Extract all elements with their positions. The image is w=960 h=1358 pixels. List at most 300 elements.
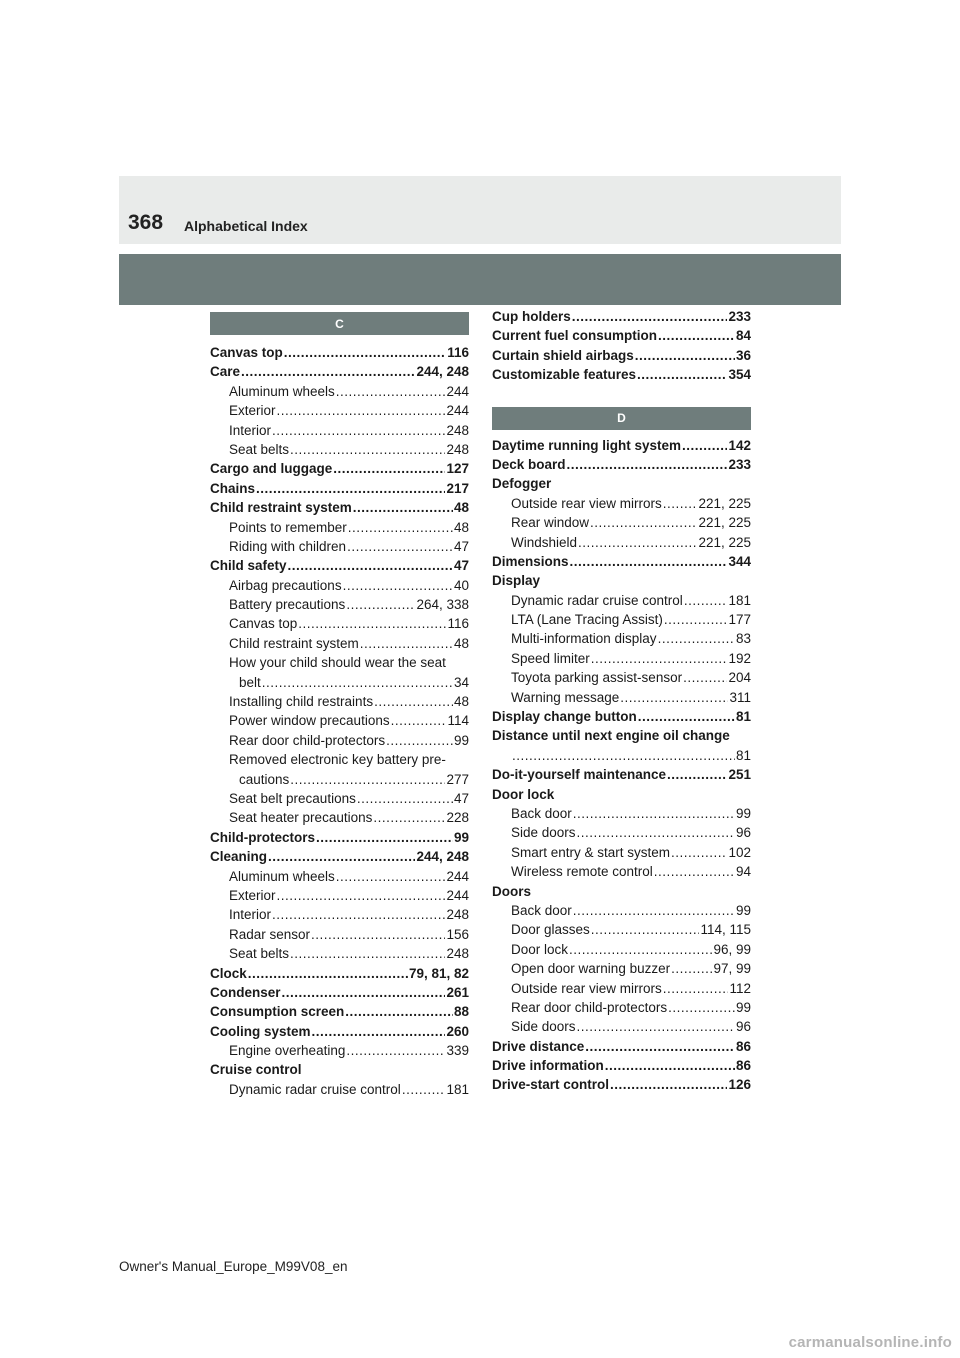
leader-dots <box>374 692 453 711</box>
index-entry <box>492 746 751 765</box>
entry-text: Drive information <box>492 1058 604 1074</box>
leader-dots <box>683 668 727 687</box>
leader-dots <box>663 979 729 998</box>
entry-page-ref: 244 <box>446 383 469 399</box>
leader-dots <box>638 707 735 726</box>
index-entry <box>210 983 469 1002</box>
index-entry <box>492 346 751 365</box>
entry-text: Dimensions <box>492 553 569 569</box>
page-number: 368 <box>128 211 164 234</box>
entry-page-ref: 94 <box>735 864 751 880</box>
index-entry <box>492 307 751 326</box>
leader-dots <box>373 808 445 827</box>
entry-page-ref: 112 <box>729 980 751 996</box>
entry-text: Canvas top <box>210 345 283 360</box>
entry-text: Points to remember <box>229 519 347 535</box>
index-entry <box>492 998 751 1017</box>
index-entry <box>210 498 469 517</box>
leader-dots <box>671 843 727 862</box>
leader-dots <box>312 1022 446 1041</box>
index-entry <box>210 440 469 459</box>
index-entry <box>210 1041 469 1060</box>
entry-page-ref: 244 <box>446 887 469 903</box>
leader-dots <box>348 518 453 537</box>
index-entry <box>210 847 469 866</box>
entry-text: Side doors <box>511 1019 576 1035</box>
leader-dots <box>667 765 727 784</box>
entry-text: Side doors <box>511 825 576 841</box>
leader-dots <box>573 804 735 823</box>
index-entry <box>492 765 751 784</box>
leader-dots <box>637 365 727 384</box>
leader-dots <box>682 436 727 455</box>
entry-text: Consumption screen <box>210 1004 345 1020</box>
entry-text: Aluminum wheels <box>229 383 335 399</box>
entry-text: Smart entry & start system <box>511 844 671 860</box>
entry-text: Customizable features <box>492 367 637 383</box>
entry-text: Seat belts <box>229 441 290 457</box>
leader-dots <box>241 362 415 381</box>
entry-page-ref: 48 <box>453 519 469 535</box>
entry-text: Child safety <box>210 558 287 574</box>
entry-text: Drive distance <box>492 1038 585 1054</box>
index-entry <box>210 673 469 692</box>
section-title: Alphabetical Index <box>184 218 308 234</box>
entry-text: Door lock <box>492 786 555 802</box>
leader-dots <box>316 828 453 847</box>
index-entry <box>210 634 469 653</box>
leader-dots <box>277 886 446 905</box>
leader-dots <box>360 634 453 653</box>
entry-page-ref: 248 <box>446 907 469 923</box>
entry-text: Multi-information display <box>511 631 657 647</box>
right-entry-list-c <box>492 307 751 385</box>
entry-text: Removed electronic key battery pre- <box>229 752 446 768</box>
leader-dots <box>333 459 445 478</box>
entry-page-ref: 244 <box>446 868 469 884</box>
entry-page-ref: 264, 338 <box>416 597 469 613</box>
entry-text: belt <box>239 674 261 690</box>
leader-dots <box>346 1041 445 1060</box>
index-entry <box>210 1002 469 1021</box>
index-entry <box>492 920 751 939</box>
entry-text: How your child should wear the seat <box>229 655 446 671</box>
index-entry <box>210 382 469 401</box>
entry-text: Defogger <box>492 476 552 492</box>
entry-page-ref: 96 <box>735 825 751 841</box>
index-entry <box>210 944 469 963</box>
leader-dots <box>591 920 700 939</box>
entry-page-ref: 344 <box>728 553 751 569</box>
index-entry <box>210 595 469 614</box>
entry-text: Exterior <box>229 887 276 903</box>
index-entry <box>492 862 751 881</box>
entry-text: Back door <box>511 902 572 918</box>
entry-text: Care <box>210 364 241 380</box>
leader-dots <box>248 964 408 983</box>
index-entry <box>492 513 751 532</box>
entry-page-ref: 102 <box>728 844 751 860</box>
index-entry <box>492 688 751 707</box>
index-entry <box>492 882 751 901</box>
index-entry <box>492 1056 751 1075</box>
index-entry <box>210 789 469 808</box>
entry-page-ref: 248 <box>446 422 469 438</box>
entry-text: Cup holders <box>492 309 571 324</box>
leader-dots <box>590 513 697 532</box>
entry-page-ref: 48 <box>453 694 469 710</box>
index-entry <box>492 474 751 493</box>
entry-page-ref: 47 <box>453 558 469 574</box>
entry-page-ref: 251 <box>728 767 751 783</box>
entry-page-ref: 81 <box>735 709 751 725</box>
index-entry <box>492 785 751 804</box>
entry-page-ref: 221, 225 <box>698 515 751 531</box>
leader-dots <box>311 925 445 944</box>
leader-dots <box>567 455 728 474</box>
entry-text: Open door warning buzzer <box>511 961 671 977</box>
index-entry <box>492 610 751 629</box>
entry-text: cautions <box>239 771 290 787</box>
entry-text: Display change button <box>492 709 637 725</box>
index-entry <box>492 494 751 513</box>
leader-dots <box>658 629 735 648</box>
entry-text: Toyota parking assist-sensor <box>511 670 683 686</box>
index-entry <box>210 362 469 381</box>
entry-text: Cargo and luggage <box>210 461 333 477</box>
entry-text: Door glasses <box>511 922 590 938</box>
index-entry <box>210 421 469 440</box>
entry-text: Airbag precautions <box>229 577 342 593</box>
entry-page-ref: 260 <box>446 1023 469 1039</box>
entry-page-ref: 181 <box>728 592 751 608</box>
entry-text: Speed limiter <box>511 650 590 666</box>
entry-text: Current fuel consumption <box>492 328 657 344</box>
entry-text: Doors <box>492 883 532 899</box>
entry-page-ref: 339 <box>446 1043 469 1059</box>
entry-text: Display <box>492 573 541 589</box>
index-entry <box>210 614 469 633</box>
entry-page-ref: 99 <box>735 805 751 821</box>
entry-page-ref: 88 <box>453 1004 469 1020</box>
entry-page-ref: 48 <box>453 635 469 651</box>
entry-page-ref: 86 <box>735 1058 751 1074</box>
entry-page-ref: 204 <box>728 670 751 686</box>
index-entry <box>210 808 469 827</box>
index-entry <box>492 823 751 842</box>
leader-dots <box>605 1056 735 1075</box>
entry-text: Power window precautions <box>229 713 390 729</box>
index-entry <box>210 692 469 711</box>
entry-text: Child restraint system <box>229 635 359 651</box>
entry-text: Curtain shield airbags <box>492 347 634 363</box>
leader-dots <box>569 940 712 959</box>
entry-page-ref: 233 <box>728 456 751 472</box>
entry-page-ref: 261 <box>446 984 469 1000</box>
leader-dots <box>620 688 728 707</box>
index-entry <box>492 940 751 959</box>
entry-text: Wireless remote control <box>511 864 653 880</box>
leader-dots <box>345 1002 453 1021</box>
index-entry <box>492 668 751 687</box>
leader-dots <box>298 614 446 633</box>
index-entry <box>210 1022 469 1041</box>
entry-page-ref: 116 <box>447 616 469 632</box>
leader-dots <box>572 307 728 326</box>
leader-dots <box>282 983 446 1002</box>
index-entry <box>210 925 469 944</box>
index-entry <box>210 459 469 478</box>
entry-text: Deck board <box>492 456 566 472</box>
index-entry <box>210 1060 469 1079</box>
index-entry <box>210 770 469 789</box>
entry-page-ref: 40 <box>453 577 469 593</box>
index-entry <box>210 576 469 595</box>
entry-text: Clock <box>210 965 247 981</box>
index-entry <box>492 533 751 552</box>
leader-dots <box>635 346 735 365</box>
index-entry <box>210 479 469 498</box>
index-entry <box>210 964 469 983</box>
entry-page-ref: 233 <box>728 309 751 324</box>
entry-text: Aluminum wheels <box>229 868 335 884</box>
entry-page-ref: 221, 225 <box>698 495 751 511</box>
index-entry <box>210 750 469 769</box>
leader-dots <box>684 591 728 610</box>
index-entry <box>492 591 751 610</box>
entry-text: Outside rear view mirrors <box>511 495 662 511</box>
entry-text: Condenser <box>210 984 281 1000</box>
leader-dots <box>336 867 446 886</box>
index-entry <box>210 343 469 362</box>
entry-text: Windshield <box>511 534 578 550</box>
watermark: carmanualsonline.info <box>788 1334 952 1351</box>
leader-dots <box>577 1017 735 1036</box>
entry-page-ref: 192 <box>728 650 751 666</box>
right-index-column <box>492 307 751 1095</box>
index-entry <box>210 518 469 537</box>
index-entry <box>492 726 751 745</box>
letter-heading-c: C <box>210 312 469 335</box>
entry-page-ref: 99 <box>453 732 469 748</box>
entry-text: Interior <box>229 907 272 923</box>
entry-text: Exterior <box>229 403 276 419</box>
leader-dots <box>284 343 446 362</box>
entry-text: Back door <box>511 805 572 821</box>
entry-page-ref: 99 <box>735 902 751 918</box>
entry-text: Radar sensor <box>229 926 311 942</box>
leader-dots <box>512 746 735 765</box>
entry-text: Child restraint system <box>210 500 352 516</box>
entry-text: Battery precautions <box>229 597 346 613</box>
footer-manual-id: Owner's Manual_Europe_M99V08_en <box>119 1259 348 1274</box>
leader-dots <box>290 944 445 963</box>
entry-page-ref: 114 <box>447 713 469 729</box>
index-entry <box>210 867 469 886</box>
title-band <box>119 254 841 305</box>
entry-page-ref: 354 <box>728 367 751 383</box>
right-entry-list-d <box>492 436 751 1095</box>
entry-page-ref: 99 <box>453 829 469 845</box>
leader-dots <box>591 649 728 668</box>
entry-page-ref: 244 <box>446 403 469 419</box>
entry-text: Do-it-yourself maintenance <box>492 767 667 783</box>
entry-text: Child-protectors <box>210 829 316 845</box>
entry-page-ref: 126 <box>728 1077 751 1093</box>
entry-text: Door lock <box>511 941 569 957</box>
index-entry <box>210 828 469 847</box>
leader-dots <box>357 789 453 808</box>
leader-dots <box>277 401 446 420</box>
leader-dots <box>391 711 447 730</box>
entry-text: Seat heater precautions <box>229 810 373 826</box>
entry-text: Distance until next engine oil change <box>492 728 730 744</box>
entry-page-ref: 79, 81, 82 <box>408 965 469 981</box>
entry-text: Installing child restraints <box>229 694 374 710</box>
index-entry <box>492 629 751 648</box>
entry-page-ref: 34 <box>453 674 469 690</box>
leader-dots <box>570 552 728 571</box>
entry-page-ref: 97, 99 <box>713 961 751 977</box>
entry-page-ref: 114, 115 <box>700 922 751 938</box>
leader-dots <box>573 901 735 920</box>
index-entry <box>492 326 751 345</box>
index-entry <box>210 401 469 420</box>
index-entry <box>492 804 751 823</box>
entry-page-ref: 177 <box>728 612 751 628</box>
entry-page-ref: 248 <box>446 441 469 457</box>
entry-page-ref: 96, 99 <box>713 941 751 957</box>
entry-page-ref: 181 <box>446 1081 469 1097</box>
leader-dots <box>671 959 712 978</box>
entry-page-ref: 83 <box>735 631 751 647</box>
leader-dots <box>290 770 445 789</box>
entry-page-ref: 277 <box>446 771 469 787</box>
leader-dots <box>577 823 735 842</box>
entry-page-ref: 48 <box>453 500 469 516</box>
entry-page-ref: 84 <box>735 328 751 344</box>
left-entry-list <box>210 343 469 1099</box>
entry-text: Seat belts <box>229 946 290 962</box>
entry-text: Cleaning <box>210 849 268 865</box>
leader-dots <box>610 1075 727 1094</box>
leader-dots <box>262 673 453 692</box>
index-entry <box>492 365 751 384</box>
entry-text: Dynamic radar cruise control <box>511 592 683 608</box>
leader-dots <box>343 576 453 595</box>
entry-text: Cruise control <box>210 1062 302 1078</box>
leader-dots <box>353 498 453 517</box>
index-entry <box>210 711 469 730</box>
index-entry <box>492 843 751 862</box>
entry-page-ref: 86 <box>735 1038 751 1054</box>
entry-text: Interior <box>229 422 272 438</box>
index-entry <box>492 552 751 571</box>
entry-text: Riding with children <box>229 538 347 554</box>
index-entry <box>210 556 469 575</box>
entry-page-ref: 96 <box>735 1019 751 1035</box>
entry-text: Engine overheating <box>229 1043 346 1059</box>
index-entry <box>210 537 469 556</box>
leader-dots <box>346 595 415 614</box>
entry-page-ref: 244, 248 <box>416 364 469 380</box>
leader-dots <box>402 1080 446 1099</box>
index-entry <box>492 1075 751 1094</box>
letter-heading-d: D <box>492 407 751 430</box>
leader-dots <box>336 382 446 401</box>
leader-dots <box>290 440 445 459</box>
entry-text: Canvas top <box>229 616 298 632</box>
leader-dots <box>268 847 415 866</box>
entry-page-ref: 248 <box>446 946 469 962</box>
entry-text: Daytime running light system <box>492 437 682 453</box>
index-entry <box>210 886 469 905</box>
entry-text: LTA (Lane Tracing Assist) <box>511 612 663 628</box>
leader-dots <box>288 556 453 575</box>
leader-dots <box>272 905 445 924</box>
index-entry <box>210 731 469 750</box>
entry-text: Chains <box>210 480 256 496</box>
index-entry <box>492 1017 751 1036</box>
entry-page-ref: 244, 248 <box>416 849 469 865</box>
index-entry <box>492 436 751 455</box>
entry-text: Rear door child-protectors <box>229 732 386 748</box>
entry-page-ref: 311 <box>729 689 751 705</box>
entry-page-ref: 221, 225 <box>698 534 751 550</box>
index-entry <box>492 649 751 668</box>
leader-dots <box>347 537 453 556</box>
leader-dots <box>585 1037 735 1056</box>
index-entry <box>492 707 751 726</box>
entry-page-ref: 142 <box>728 437 751 453</box>
index-entry <box>492 959 751 978</box>
entry-text: Outside rear view mirrors <box>511 980 662 996</box>
entry-page-ref: 116 <box>447 345 469 360</box>
entry-text: Drive-start control <box>492 1077 610 1093</box>
index-entry <box>492 979 751 998</box>
index-entry <box>210 1080 469 1099</box>
index-entry <box>492 571 751 590</box>
index-entry <box>492 901 751 920</box>
leader-dots <box>658 326 735 345</box>
left-index-column <box>210 312 469 1099</box>
entry-text: Cooling system <box>210 1023 311 1039</box>
entry-page-ref: 99 <box>735 999 751 1015</box>
leader-dots <box>663 494 698 513</box>
leader-dots <box>386 731 453 750</box>
entry-page-ref: 47 <box>453 538 469 554</box>
index-entry <box>210 653 469 672</box>
entry-text: Rear window <box>511 515 590 531</box>
leader-dots <box>256 479 445 498</box>
entry-page-ref: 36 <box>735 347 751 363</box>
index-entry <box>492 455 751 474</box>
leader-dots <box>664 610 728 629</box>
leader-dots <box>578 533 697 552</box>
leader-dots <box>272 421 445 440</box>
entry-page-ref: 47 <box>453 790 469 806</box>
entry-text: Warning message <box>511 689 620 705</box>
entry-page-ref: 217 <box>446 480 469 496</box>
index-entry <box>492 1037 751 1056</box>
entry-page-ref: 156 <box>446 926 469 942</box>
leader-dots <box>654 862 735 881</box>
leader-dots <box>668 998 735 1017</box>
index-entry <box>210 905 469 924</box>
entry-page-ref: 81 <box>735 747 751 763</box>
entry-text: Seat belt precautions <box>229 790 356 806</box>
entry-page-ref: 127 <box>446 461 469 477</box>
